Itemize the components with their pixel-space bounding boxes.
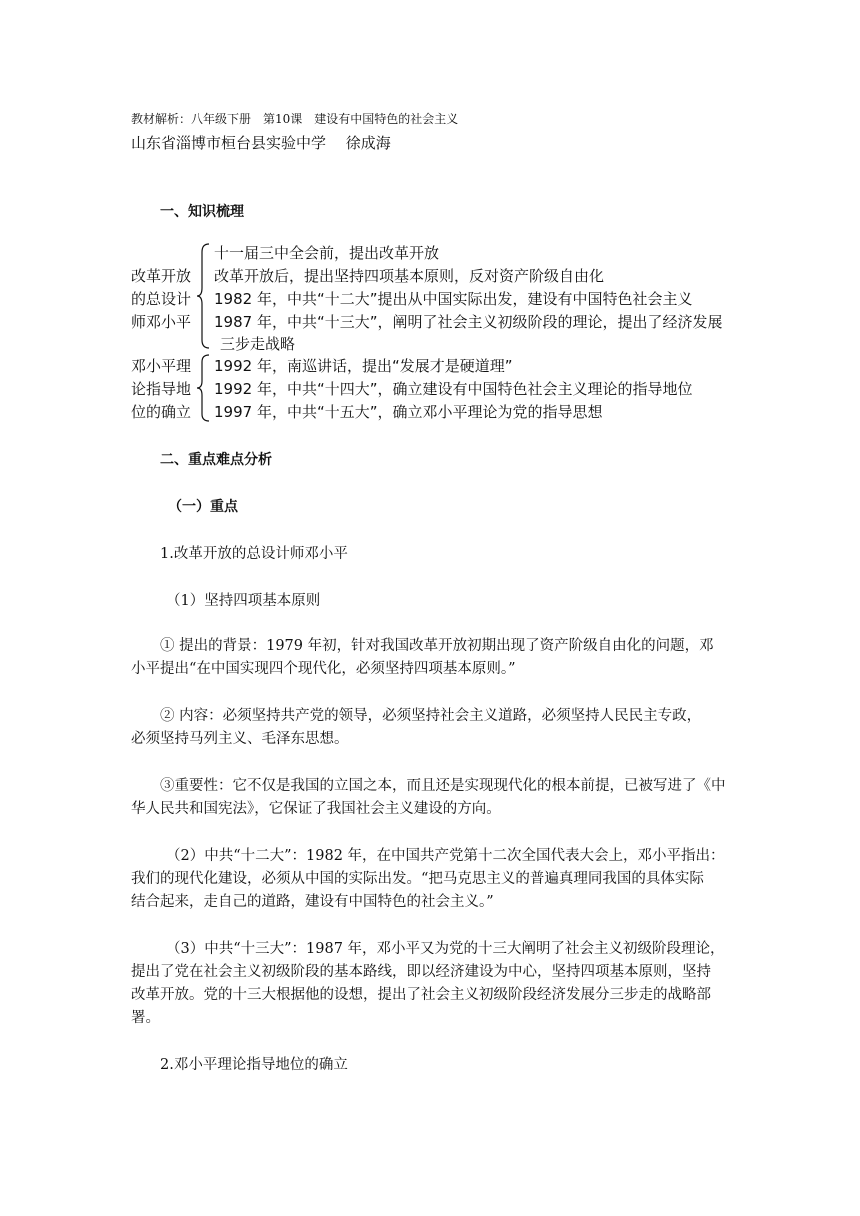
- group2-brace: [196, 353, 212, 423]
- group1-label-line: 师邓小平: [131, 313, 192, 331]
- paragraph-line: 结合起来，走自己的道路，建设有中国特色的社会主义。”: [131, 894, 494, 910]
- group2-label-line: 论指导地: [131, 380, 192, 398]
- group1-item: 三步走战略: [220, 335, 296, 353]
- paragraph-line: 小平提出“在中国实现四个现代化，必须坚持四项基本原则。”: [131, 661, 516, 677]
- group2-item: 1992 年，南巡讲话，提出“发展才是硬道理”: [214, 357, 513, 375]
- author-line: 山东省淄博市桓台县实验中学 徐成海: [131, 134, 391, 152]
- group1-label-line: 改革开放: [131, 267, 192, 285]
- group2-label-line: 位的确立: [131, 403, 192, 421]
- paragraph-line: ① 提出的背景：1979 年初，针对我国改革开放初期出现了资产阶级自由化的问题，邓: [160, 638, 714, 654]
- group1-item: 1982 年，中共“十二大”提出从中国实际出发，建设有中国特色社会主义: [214, 290, 693, 308]
- group1-label-line: 的总设计: [131, 290, 192, 308]
- group2-item: 1997 年，中共“十五大”，确立邓小平理论为党的指导思想: [214, 403, 603, 421]
- point-heading: 1.改革开放的总设计师邓小平: [160, 546, 348, 562]
- sub-point-heading: （1）坚持四项基本原则: [166, 593, 321, 609]
- section-title-analysis: 二、重点难点分析: [160, 452, 272, 468]
- point-heading: 2.邓小平理论指导地位的确立: [160, 1057, 348, 1073]
- group1-item: 1987 年，中共“十三大”，阐明了社会主义初级阶段的理论，提出了经济发展: [214, 313, 723, 331]
- paragraph-line: 提出了党在社会主义初级阶段的基本路线，即以经济建设为中心，坚持四项基本原则，坚持: [131, 964, 711, 980]
- paragraph-line: 署。: [131, 1010, 160, 1026]
- group1-brace: [196, 242, 212, 350]
- group1-item: 改革开放后，提出坚持四项基本原则，反对资产阶级自由化: [214, 267, 605, 285]
- paragraph-line: ② 内容：必须坚持共产党的领导，必须坚持社会主义道路，必须坚持人民民主专政，: [160, 708, 702, 724]
- paragraph-line: 改革开放。党的十三大根据他的设想，提出了社会主义初级阶段经济发展分三步走的战略部: [131, 987, 711, 1003]
- paragraph-line: （2）中共“十二大”：1982 年，在中国共产党第十二次全国代表大会上，邓小平指出：: [166, 848, 725, 864]
- paragraph-line: ③重要性：它不仅是我国的立国之本，而且还是实现现代化的根本前提，已被写进了《中: [160, 778, 726, 794]
- group1-item: 十一届三中全会前，提出改革开放: [214, 244, 440, 262]
- lesson-subtitle: 教材解析：八年级下册 第10课 建设有中国特色的社会主义: [131, 112, 459, 126]
- paragraph-line: 我们的现代化建设，必须从中国的实际出发。“把马克思主义的普遍真理同我国的具体实际: [131, 871, 704, 887]
- paragraph-line: 华人民共和国宪法》，它保证了我国社会主义建设的方向。: [131, 801, 501, 817]
- group2-item: 1992 年，中共“十四大”，确立建设有中国特色社会主义理论的指导地位: [214, 380, 693, 398]
- group2-label-line: 邓小平理: [131, 357, 192, 375]
- paragraph-line: 必须坚持马列主义、毛泽东思想。: [131, 731, 349, 747]
- subsection-title-key-points: （一）重点: [168, 499, 238, 515]
- paragraph-line: （3）中共“十三大”：1987 年，邓小平又为党的十三大阐明了社会主义初级阶段理论，: [166, 941, 725, 957]
- section-title-knowledge: 一、知识梳理: [160, 204, 244, 220]
